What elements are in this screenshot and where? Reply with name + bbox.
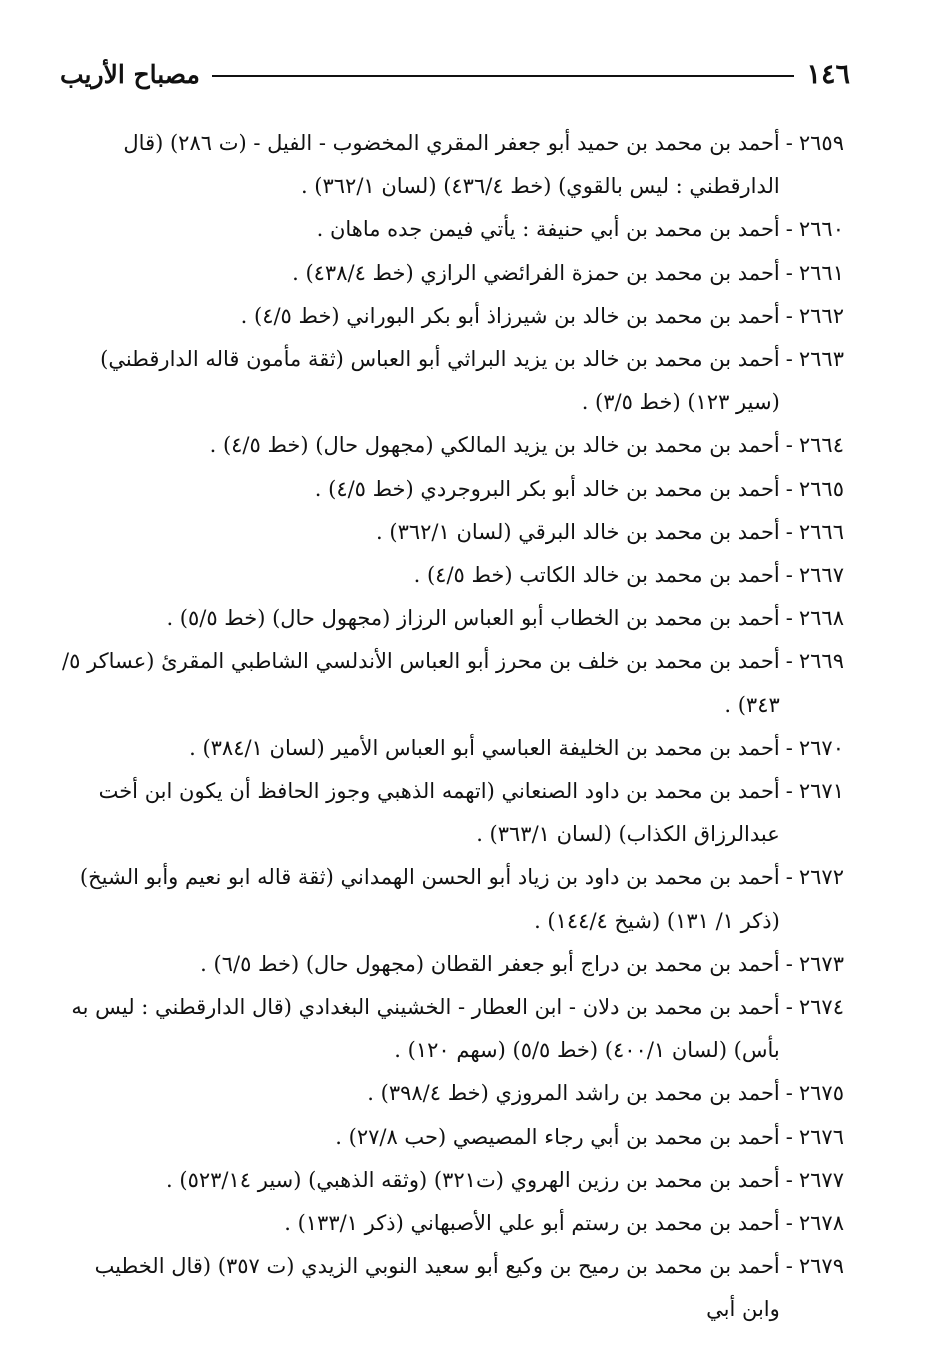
entry-2662: ٢٦٦٢ - أحمد بن محمد بن خالد بن شيرزاذ أبو بكر البوراني (خط ٤/٥) . — [58, 295, 844, 338]
entry-2669: ٢٦٦٩ - أحمد بن محمد بن خلف بن محرز أبو العباس الأندلسي الشاطبي المقرئ (عساكر ٥/ ٣٤٣) . — [58, 640, 844, 726]
entry-2667: ٢٦٦٧ - أحمد بن محمد بن خالد الكاتب (خط ٤/٥) . — [58, 554, 844, 597]
entry-2666: ٢٦٦٦ - أحمد بن محمد بن خالد البرقي (لسان ٣٦٢/١) . — [58, 511, 844, 554]
header-rule — [212, 75, 795, 77]
entry-text: أحمد بن محمد بن حميد أبو جعفر المقري المخضوب - الفيل - (ت ٢٨٦) (قال الدارقطني : ليس بالقوي) (خط ٤٣٦/٤) (لسان ٣٦٢/١) . — [123, 131, 780, 199]
entries-list — [58, 122, 844, 1332]
entry-2671: ٢٦٧١ - أحمد بن محمد بن داود الصنعاني (اتهمه الذهبي وجوز الحافظ أن يكون ابن أخت عبدالرزاق الكذاب) (لسان ٣٦٣/١) . — [58, 770, 844, 856]
entry-number: ٢٦٥٩ — [798, 131, 844, 155]
entry-2675: ٢٦٧٥ - أحمد بن محمد بن راشد المروزي (خط ٣٩٨/٤) . — [58, 1072, 844, 1115]
entry-2672: ٢٦٧٢ - أحمد بن محمد بن داود بن زياد أبو الحسن الهمداني (ثقة قاله ابو نعيم وأبو الشيخ) (ذكر ١/ ١٣١) (شيخ ١٤٤/٤) . — [58, 856, 844, 942]
entry-text: أحمد بن محمد بن حمزة الفرائضي الرازي (خط ٤٣٨/٤) . — [292, 260, 780, 285]
entry-text: أحمد بن محمد بن راشد المروزي (خط ٣٩٨/٤) . — [367, 1081, 780, 1106]
entry-text: أحمد بن محمد بن خلف بن محرز أبو العباس الأندلسي الشاطبي المقرئ (عساكر ٥/ ٣٤٣) . — [62, 649, 780, 717]
entry-text: أحمد بن محمد بن خالد الكاتب (خط ٤/٥) . — [413, 563, 780, 588]
entry-2674: ٢٦٧٤ - أحمد بن محمد بن دلان - ابن العطار - الخشيني البغدادي (قال الدارقطني : ليس به بأس) (لسان ٤٠٠/١) (خط ٥/٥) (سهم ١٢٠) . — [58, 986, 844, 1072]
entry-2659: ٢٦٥٩ - أحمد بن محمد بن حميد أبو جعفر المقري المخضوب - الفيل - (ت ٢٨٦) (قال الدارقطني : ليس بالقوي) (خط ٤٣٦/٤) (لسان ٣٦٢/١) . — [58, 122, 844, 208]
entry-number: ٢٦٦١ — [798, 260, 844, 285]
entry-text: أحمد بن محمد بن الخطاب أبو العباس الرزاز (مجهول حال) (خط ٥/٥) . — [166, 606, 780, 631]
entry-2678: ٢٦٧٨ - أحمد بن محمد بن رستم أبو علي الأصبهاني (ذكر ١٣٣/١) . — [58, 1202, 844, 1245]
entry-text: أحمد بن محمد بن خالد بن يزيد البراثي أبو العباس (ثقة مأمون قاله الدارقطني) (سير ١٢٣) (خط ٣/٥) . — [100, 347, 780, 415]
entry-2677: ٢٦٧٧ - أحمد بن محمد بن رزين الهروي (ت٣٢١) (وثقه الذهبي) (سير ٥٢٣/١٤) . — [58, 1159, 844, 1202]
entry-2679: ٢٦٧٩ - أحمد بن محمد بن رميح بن وكيع أبو سعيد النوبي الزيدي (ت ٣٥٧) (قال الخطيب وابن أبي — [58, 1245, 844, 1331]
entry-number: ٢٦٧٣ — [798, 951, 844, 976]
entry-2664: ٢٦٦٤ - أحمد بن محمد بن خالد بن يزيد المالكي (مجهول حال) (خط ٤/٥) . — [58, 424, 844, 467]
entry-number: ٢٦٦٥ — [798, 476, 844, 501]
entry-number: ٢٦٧٨ — [798, 1211, 844, 1236]
page-number: ١٤٦ — [806, 58, 850, 90]
entry-number: ٢٦٦٦ — [798, 519, 844, 544]
entry-2663: ٢٦٦٣ - أحمد بن محمد بن خالد بن يزيد البراثي أبو العباس (ثقة مأمون قاله الدارقطني) (سير ١٢٣) (خط ٣/٥) . — [58, 338, 844, 424]
entry-2676: ٢٦٧٦ - أحمد بن محمد بن أبي رجاء المصيصي (حب ٢٧/٨) . — [58, 1116, 844, 1159]
entry-text: أحمد بن محمد بن داود الصنعاني (اتهمه الذهبي وجوز الحافظ أن يكون ابن أخت عبدالرزاق الكذاب) (لسان ٣٦٣/١) . — [98, 779, 780, 847]
entry-text: أحمد بن محمد بن دلان - ابن العطار - الخشيني البغدادي (قال الدارقطني : ليس به بأس) (لسان ٤٠٠/١) (خط ٥/٥) (سهم ١٢٠) . — [71, 995, 780, 1063]
entry-text: أحمد بن محمد بن رستم أبو علي الأصبهاني (ذكر ١٣٣/١) . — [284, 1211, 780, 1236]
entry-text: أحمد بن محمد بن خالد البرقي (لسان ٣٦٢/١) . — [376, 519, 780, 544]
entry-number: ٢٦٧٢ — [798, 865, 844, 890]
entry-2660: ٢٦٦٠ - أحمد بن محمد بن أبي حنيفة : يأتي فيمن جده ماهان . — [58, 208, 844, 251]
entry-number: ٢٦٦٤ — [798, 433, 844, 458]
entry-number: ٢٦٦٠ — [798, 217, 844, 242]
entry-2665: ٢٦٦٥ - أحمد بن محمد بن خالد أبو بكر البروجردي (خط ٤/٥) . — [58, 468, 844, 511]
entry-number: ٢٦٧٧ — [798, 1167, 844, 1192]
entry-number: ٢٦٦٨ — [798, 606, 844, 631]
entry-number: ٢٦٦٢ — [798, 303, 844, 328]
page-header — [60, 52, 850, 96]
entry-number: ٢٦٧٦ — [798, 1124, 844, 1149]
entry-number: ٢٦٧٤ — [798, 995, 844, 1020]
entry-text: أحمد بن محمد بن رزين الهروي (ت٣٢١) (وثقه الذهبي) (سير ٥٢٣/١٤) . — [166, 1167, 780, 1192]
entry-text: أحمد بن محمد بن أبي حنيفة : يأتي فيمن جده ماهان . — [316, 217, 780, 242]
entry-text: أحمد بن محمد بن دراج أبو جعفر القطان (مجهول حال) (خط ٦/٥) . — [200, 951, 780, 976]
entry-text: أحمد بن محمد بن خالد بن يزيد المالكي (مجهول حال) (خط ٤/٥) . — [209, 433, 780, 458]
entry-2673: ٢٦٧٣ - أحمد بن محمد بن دراج أبو جعفر القطان (مجهول حال) (خط ٦/٥) . — [58, 943, 844, 986]
entry-2668: ٢٦٦٨ - أحمد بن محمد بن الخطاب أبو العباس الرزاز (مجهول حال) (خط ٥/٥) . — [58, 597, 844, 640]
entry-number: ٢٦٦٣ — [798, 347, 844, 372]
entry-text: أحمد بن محمد بن خالد أبو بكر البروجردي (خط ٤/٥) . — [314, 476, 780, 501]
entry-text: أحمد بن محمد بن رميح بن وكيع أبو سعيد النوبي الزيدي (ت ٣٥٧) (قال الخطيب وابن أبي — [94, 1254, 780, 1322]
entry-number: ٢٦٦٩ — [798, 649, 844, 674]
entry-number: ٢٦٧١ — [798, 779, 844, 804]
entry-2670: ٢٦٧٠ - أحمد بن محمد بن الخليفة العباسي أبو العباس الأمير (لسان ٣٨٤/١) . — [58, 727, 844, 770]
entry-text: أحمد بن محمد بن أبي رجاء المصيصي (حب ٢٧/٨) . — [335, 1124, 780, 1149]
book-title: مصباح الأريب — [60, 59, 200, 89]
entry-text: أحمد بن محمد بن الخليفة العباسي أبو العباس الأمير (لسان ٣٨٤/١) . — [189, 735, 780, 760]
entry-2661: ٢٦٦١ - أحمد بن محمد بن حمزة الفرائضي الرازي (خط ٤٣٨/٤) . — [58, 252, 844, 295]
entry-text: أحمد بن محمد بن داود بن زياد أبو الحسن الهمداني (ثقة قاله ابو نعيم وأبو الشيخ) (ذكر ١/ ١٣١) (شيخ ١٤٤/٤) . — [79, 865, 780, 933]
entry-number: ٢٦٧٩ — [798, 1254, 844, 1279]
entry-number: ٢٦٦٧ — [798, 563, 844, 588]
entry-text: أحمد بن محمد بن خالد بن شيرزاذ أبو بكر البوراني (خط ٤/٥) . — [240, 303, 780, 328]
entry-number: ٢٦٧٠ — [798, 735, 844, 760]
entry-number: ٢٦٧٥ — [798, 1081, 844, 1106]
